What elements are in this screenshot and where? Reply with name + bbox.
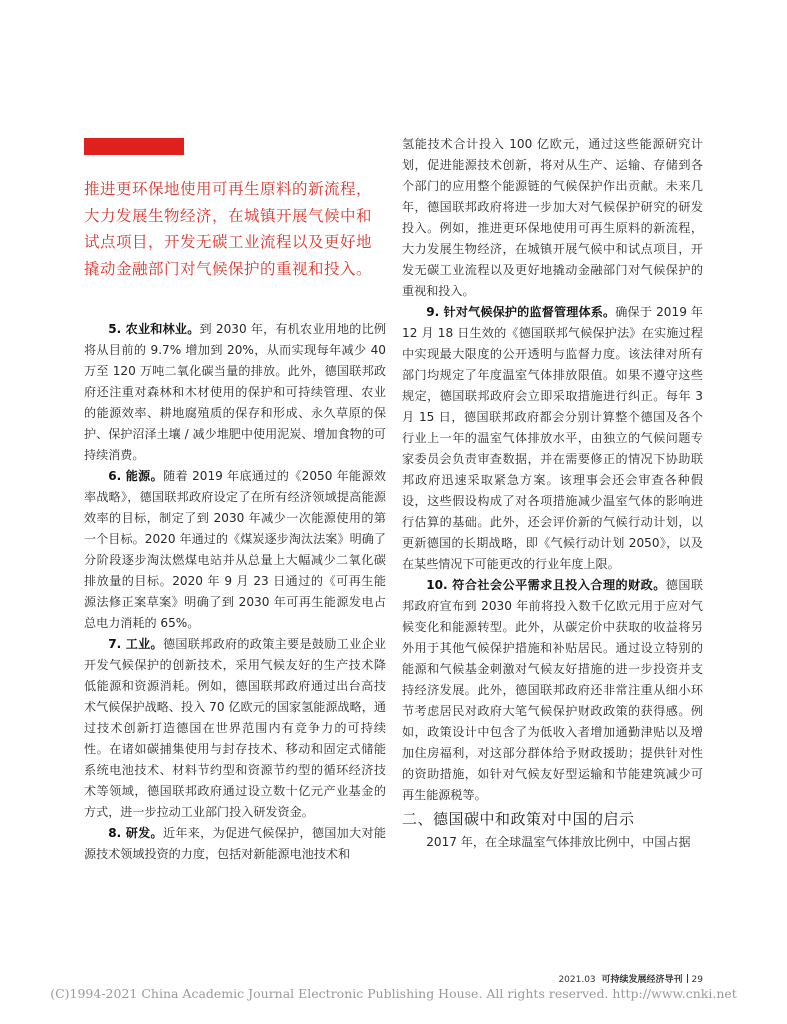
paragraph-finance — [402, 575, 703, 806]
paragraph-heading: 8. 研发。 — [108, 826, 163, 840]
page-number: 29 — [691, 975, 703, 985]
paragraph-agriculture — [84, 319, 386, 466]
paragraph-research — [84, 823, 386, 865]
pull-quote: 推进更环保地使用可再生原料的新流程，大力发展生物经济，在城镇开展气候中和试点项目，开发无碳工业流程以及更好地撬动金融部门对气候保护的重视和投入。 — [84, 180, 373, 278]
issue-date: 2021.03 — [558, 975, 596, 985]
paragraph-text: 德国联邦政府宣布到 2030 年前将投入数千亿欧元用于应对气候变化和能源转型。此外，从碳定价中获取的收益将另外用于其他气候保护措施和补贴居民。通过设立特别的能源和气候基金刺激对气候友好措施的进一步投资并支持经济发展。此外，德国联邦政府还非常注重从细小环节考虑居民对政府大笔气候保护财政政策的获得感。例如，政策设计中包含了为低收入者增加通勤津贴以及增加住房福利，对这部分群体给予财政援助；提供针对性的资助措施，如针对气候友好型运输和节能建筑减少可再生能源税等。 — [402, 578, 703, 802]
paragraph-text: 近年来，为促进气候保护，德国加大对能源技术领域投资的力度，包括对新能源电池技术和 — [84, 826, 386, 861]
paragraph-heading: 6. 能源。 — [108, 469, 164, 483]
paragraph-heading: 7. 工业。 — [108, 637, 163, 651]
paragraph-energy — [84, 466, 386, 634]
paragraph-text: 确保于 2019 年 12 月 18 日生效的《德国联邦气候保护法》在实施过程中实现最大限度的公开透明与监督力度。该法律对所有部门均规定了年度温室气体排放限值。如果不遵守这些规定，德国联邦政府会立即采取措施进行纠正。每年 3 月 15 日，德国联邦政府都会分别计算整个德国及各个行业上一年的温室气体排放水平，由独立的气候问题专家委员会负责审查数据，并在需要修正的情况下协助联邦政府迅速采取紧急方案。该理事会还会审查各种假设，这些假设构成了对各项措施减少温室气体的影响进行估算的基础。此外，还会评价新的气候行动计划，以更新德国的长期战略，即《气候行动计划 2050》，以及在某些情况下可能更改的行业年度上限。 — [402, 305, 703, 571]
paragraph-heading: 5. 农业和林业。 — [108, 322, 200, 336]
footer-divider — [687, 974, 688, 983]
paragraph-industry — [84, 634, 386, 823]
paragraph-heading: 10. 符合社会公平需求且投入合理的财政。 — [426, 578, 666, 592]
red-accent-bar — [84, 138, 184, 155]
paragraph-supervision — [402, 302, 703, 575]
left-column — [84, 319, 386, 865]
paragraph-text: 德国联邦政府的政策主要是鼓励工业企业开发气候保护的创新技术，采用气候友好的生产技术降低能源和资源消耗。例如，德国联邦政府通过出台高技术气候保护战略、投入 70 亿欧元的国家氢能源战略，通过技术创新打造德国在世界范围内有竞争力的可持续性。在诸如碳捕集使用与封存技术、移动和固定式储能系统电池技术、材料节约型和资源节约型的循环经济技术等领域，德国联邦政府通过设立数十亿元产业基金的方式，进一步拉动工业部门投入研发资金。 — [84, 637, 386, 819]
paragraph-closing: 2017 年，在全球温室气体排放比例中，中国占据 — [426, 835, 691, 849]
journal-name: 可持续发展经济导刊 — [601, 975, 683, 985]
copyright-notice: (C)1994-2021 China Academic Journal Electronic Publishing House. All rights reserved. http://www.cnki.net — [50, 986, 737, 1001]
right-column — [402, 134, 703, 853]
paragraph-continuation: 氢能技术合计投入 100 亿欧元，通过这些能源研究计划，促进能源技术创新，将对从生产、运输、存储到各个部门的应用整个能源链的气候保护作出贡献。未来几年，德国联邦政府将进一步加大对气候保护研究的研发投入。例如，推进更环保地使用可再生原料的新流程，大力发展生物经济，在城镇开展气候中和试点项目，开发无碳工业流程以及更好地撬动金融部门对气候保护的重视和投入。 — [402, 137, 703, 298]
section-heading: 二、德国碳中和政策对中国的启示 — [402, 810, 635, 828]
paragraph-heading: 9. 针对气候保护的监督管理体系。 — [426, 305, 616, 319]
paragraph-text: 随着 2019 年底通过的《2050 年能源效率战略》，德国联邦政府设定了在所有经济领域提高能源效率的目标，制定了到 2030 年减少一次能源使用的第一个目标。2020 年通过的《煤炭逐步淘汰法案》明确了分阶段逐步淘汰燃煤电站并从总量上大幅减少二氧化碳排放量的目标。2020 年 9 月 23 日通过的《可再生能源法修正案草案》明确了到 2030 年可再生能源发电占总电力消耗的 65%。 — [84, 469, 386, 630]
paragraph-text: 到 2030 年，有机农业用地的比例将从目前的 9.7% 增加到 20%，从而实现每年减少 40 万至 120 万吨二氧化碳当量的排放。此外，德国联邦政府还注重对森林和木材使用的保护和可持续管理、农业的能源效率、耕地腐殖质的保存和形成、永久草原的保护、保护沼泽土壤 / 减少堆肥中使用泥炭、增加食物的可持续消费。 — [84, 322, 387, 462]
page-footer — [558, 972, 703, 985]
